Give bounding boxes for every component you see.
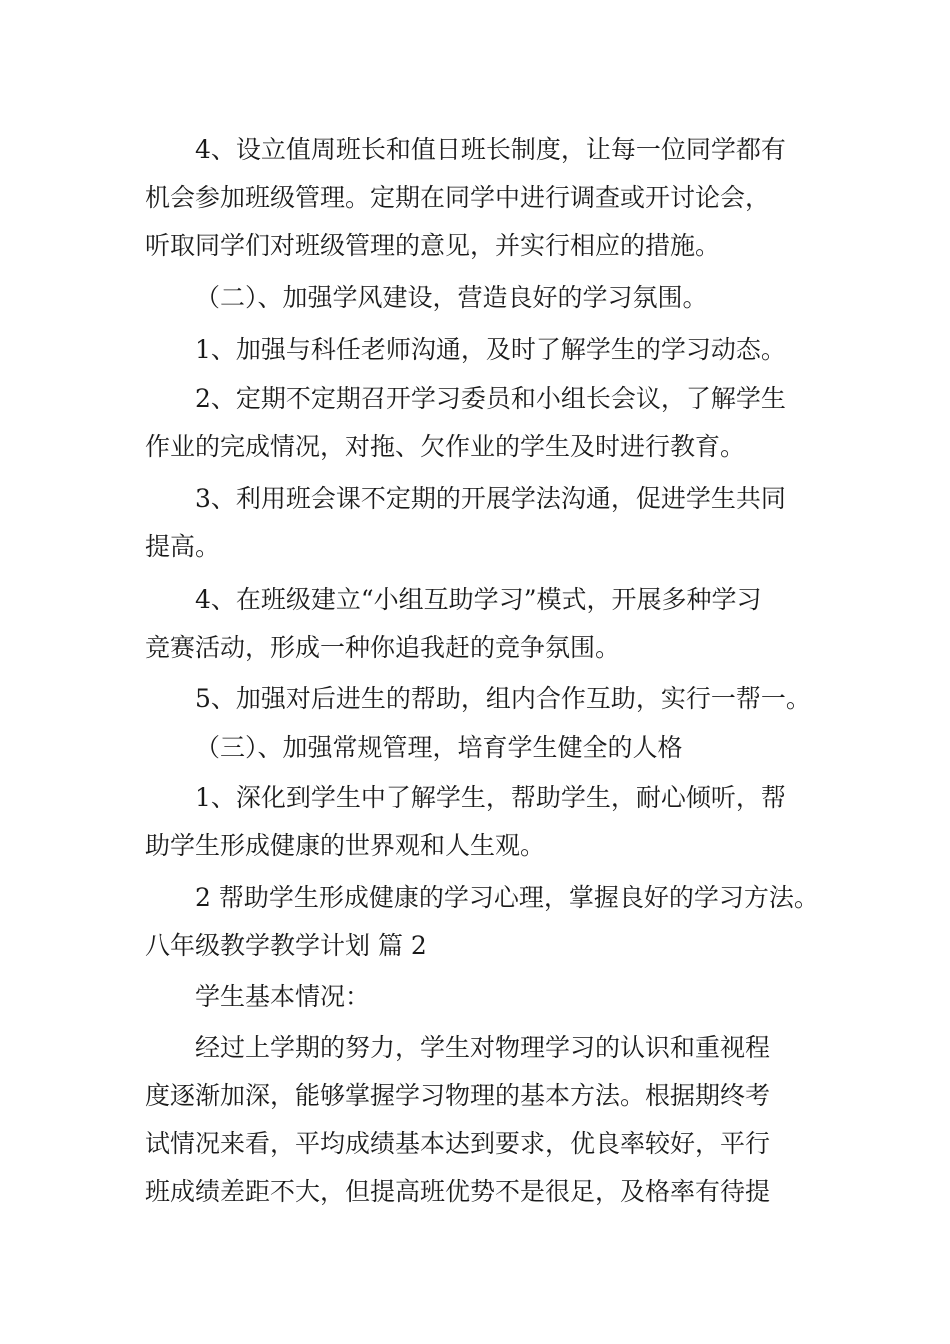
text-line: 提高。: [145, 532, 221, 561]
text-line: 2、定期不定期召开学习委员和小组长会议，了解学生: [195, 384, 786, 413]
text-line: 竞赛活动，形成一种你追我赶的竞争氛围。: [145, 633, 621, 662]
paragraph-class-monitor-system: [145, 126, 815, 270]
paragraph-understand-students: [145, 774, 815, 870]
paragraph-teacher-communication: [145, 326, 815, 374]
text-line: 听取同学们对班级管理的意见，并实行相应的措施。: [145, 231, 721, 260]
text-line: 作业的完成情况，对拖、欠作业的学生及时进行教育。: [145, 432, 746, 461]
text-line: 八年级教学教学计划 篇 2: [145, 931, 427, 960]
section-heading-study-style: [145, 274, 815, 322]
document-section-title: [145, 922, 815, 970]
text-line: （三）、加强常规管理，培育学生健全的人格: [195, 733, 683, 762]
text-line: 试情况来看，平均成绩基本达到要求，优良率较好，平行: [145, 1129, 771, 1158]
paragraph-help-students: [145, 675, 815, 723]
paragraph-class-meeting: [145, 475, 815, 571]
text-line: 1、加强与科任老师沟通，及时了解学生的学习动态。: [195, 335, 786, 364]
paragraph-group-study: [145, 576, 815, 672]
text-line: 学生基本情况：: [195, 982, 371, 1011]
text-line: 1、深化到学生中了解学生，帮助学生，耐心倾听，帮: [195, 783, 786, 812]
text-line: （二）、加强学风建设，营造良好的学习氛围。: [195, 283, 708, 312]
text-line: 4、在班级建立“小组互助学习”模式，开展多种学习: [195, 585, 762, 614]
paragraph-study-meetings: [145, 375, 815, 471]
text-line: 2 帮助学生形成健康的学习心理，掌握良好的学习方法。: [195, 883, 819, 912]
subheading-student-situation: [145, 973, 815, 1021]
text-line: 助学生形成健康的世界观和人生观。: [145, 831, 546, 860]
text-line: 度逐渐加深，能够掌握学习物理的基本方法。根据期终考: [145, 1081, 771, 1110]
text-line: 4、设立值周班长和值日班长制度，让每一位同学都有: [195, 135, 786, 164]
text-line: 3、利用班会课不定期的开展学法沟通，促进学生共同: [195, 484, 786, 513]
section-heading-routine-management: [145, 724, 815, 772]
text-line: 经过上学期的努力，学生对物理学习的认识和重视程: [195, 1033, 771, 1062]
paragraph-study-psychology: [145, 874, 819, 922]
paragraph-student-situation: [145, 1024, 815, 1216]
text-line: 机会参加班级管理。定期在同学中进行调查或开讨论会，: [145, 183, 771, 212]
text-line: 班成绩差距不大，但提高班优势不是很足，及格率有待提: [145, 1177, 771, 1206]
text-line: 5、加强对后进生的帮助，组内合作互助，实行一帮一。: [195, 684, 811, 713]
